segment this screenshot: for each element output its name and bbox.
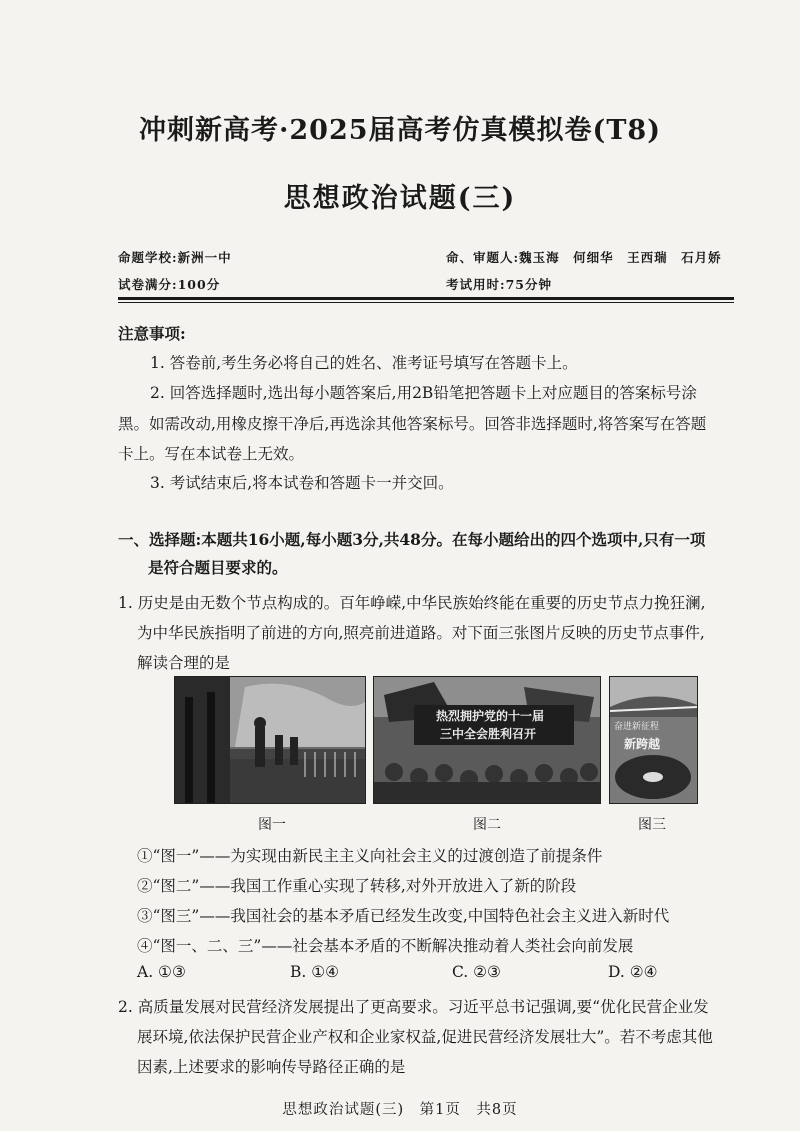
authors-info: 命、审题人:魏玉海 何细华 王西瑞 石月娇 (446, 250, 722, 265)
statement-1: ①“图一”——为实现由新民主主义向社会主义的过渡创造了前提条件 (137, 847, 603, 865)
figure-2-banner-text: 热烈拥护党的十一届 (436, 709, 545, 723)
option-b: B. ①④ (290, 963, 340, 981)
section-heading-cont: 是符合题目要求的。 (148, 558, 288, 577)
figure-1-caption: 图一 (258, 817, 286, 833)
figure-3-caption: 图三 (638, 817, 666, 833)
notice-heading: 注意事项: (118, 324, 186, 343)
full-score-info: 试卷满分:100分 (118, 277, 221, 292)
page-footer: 思想政治试题(三) 第1页 共8页 (282, 1102, 518, 1118)
figure-3-image (609, 676, 698, 804)
question-2-stem: 因素,上述要求的影响传导路径正确的是 (137, 1058, 406, 1076)
section-heading: 一、选择题:本题共16小题,每小题3分,共48分。在每小题给出的四个选项中,只有一项 (118, 530, 706, 549)
figure-1-image (174, 676, 366, 804)
option-d: D. ②④ (608, 963, 658, 981)
question-1-stem: 解读合理的是 (137, 654, 231, 672)
question-2-stem: 展环境,依法保护民营企业产权和企业家权益,促进民营经济发展壮大”。若不考虑其他 (137, 1028, 713, 1046)
statement-3: ③“图三”——我国社会的基本矛盾已经发生改变,中国特色社会主义进入新时代 (137, 907, 670, 925)
question-1-stem: 为中华民族指明了前进的方向,照亮前进道路。对下面三张图片反映的历史节点事件, (137, 624, 705, 642)
notice-line: 卡上。写在本试卷上无效。 (118, 445, 305, 463)
notice-line: 3. 考试结束后,将本试卷和答题卡一并交回。 (150, 474, 454, 492)
figure-2-image (373, 676, 601, 804)
exam-title: 冲刺新高考·2025届高考仿真模拟卷(T8) (139, 115, 661, 146)
notice-line: 1. 答卷前,考生务必将自己的姓名、准考证号填写在答题卡上。 (150, 354, 578, 372)
figure-3-text: 奋进新征程 (614, 722, 660, 732)
figure-2-banner-text-2: 三中全会胜利召开 (440, 727, 537, 741)
option-c: C. ②③ (452, 963, 501, 981)
school-info: 命题学校:新洲一中 (118, 250, 232, 265)
option-a: A. ①③ (137, 963, 186, 981)
figure-2-caption: 图二 (473, 817, 501, 833)
question-2-stem: 2. 高质量发展对民营经济发展提出了更高要求。习近平总书记强调,要“优化民营企业发 (118, 998, 709, 1016)
question-1-stem: 1. 历史是由无数个节点构成的。百年峥嵘,中华民族始终能在重要的历史节点力挽狂澜, (118, 594, 706, 612)
exam-subtitle: 思想政治试题(三) (283, 183, 517, 214)
header-divider (118, 297, 734, 300)
notice-line: 2. 回答选择题时,选出每小题答案后,用2B铅笔把答题卡上对应题目的答案标号涂 (150, 384, 697, 402)
notice-line: 黑。如需改动,用橡皮擦干净后,再选涂其他答案标号。回答非选择题时,将答案写在答题 (118, 415, 707, 433)
statement-2: ②“图二”——我国工作重心实现了转移,对外开放进入了新的阶段 (137, 877, 577, 895)
figure-3-text-2: 新跨越 (624, 737, 661, 751)
time-info: 考试用时:75分钟 (446, 277, 553, 292)
header-divider-thin (118, 302, 734, 303)
statement-4: ④“图一、二、三”——社会基本矛盾的不断解决推动着人类社会向前发展 (137, 937, 634, 955)
